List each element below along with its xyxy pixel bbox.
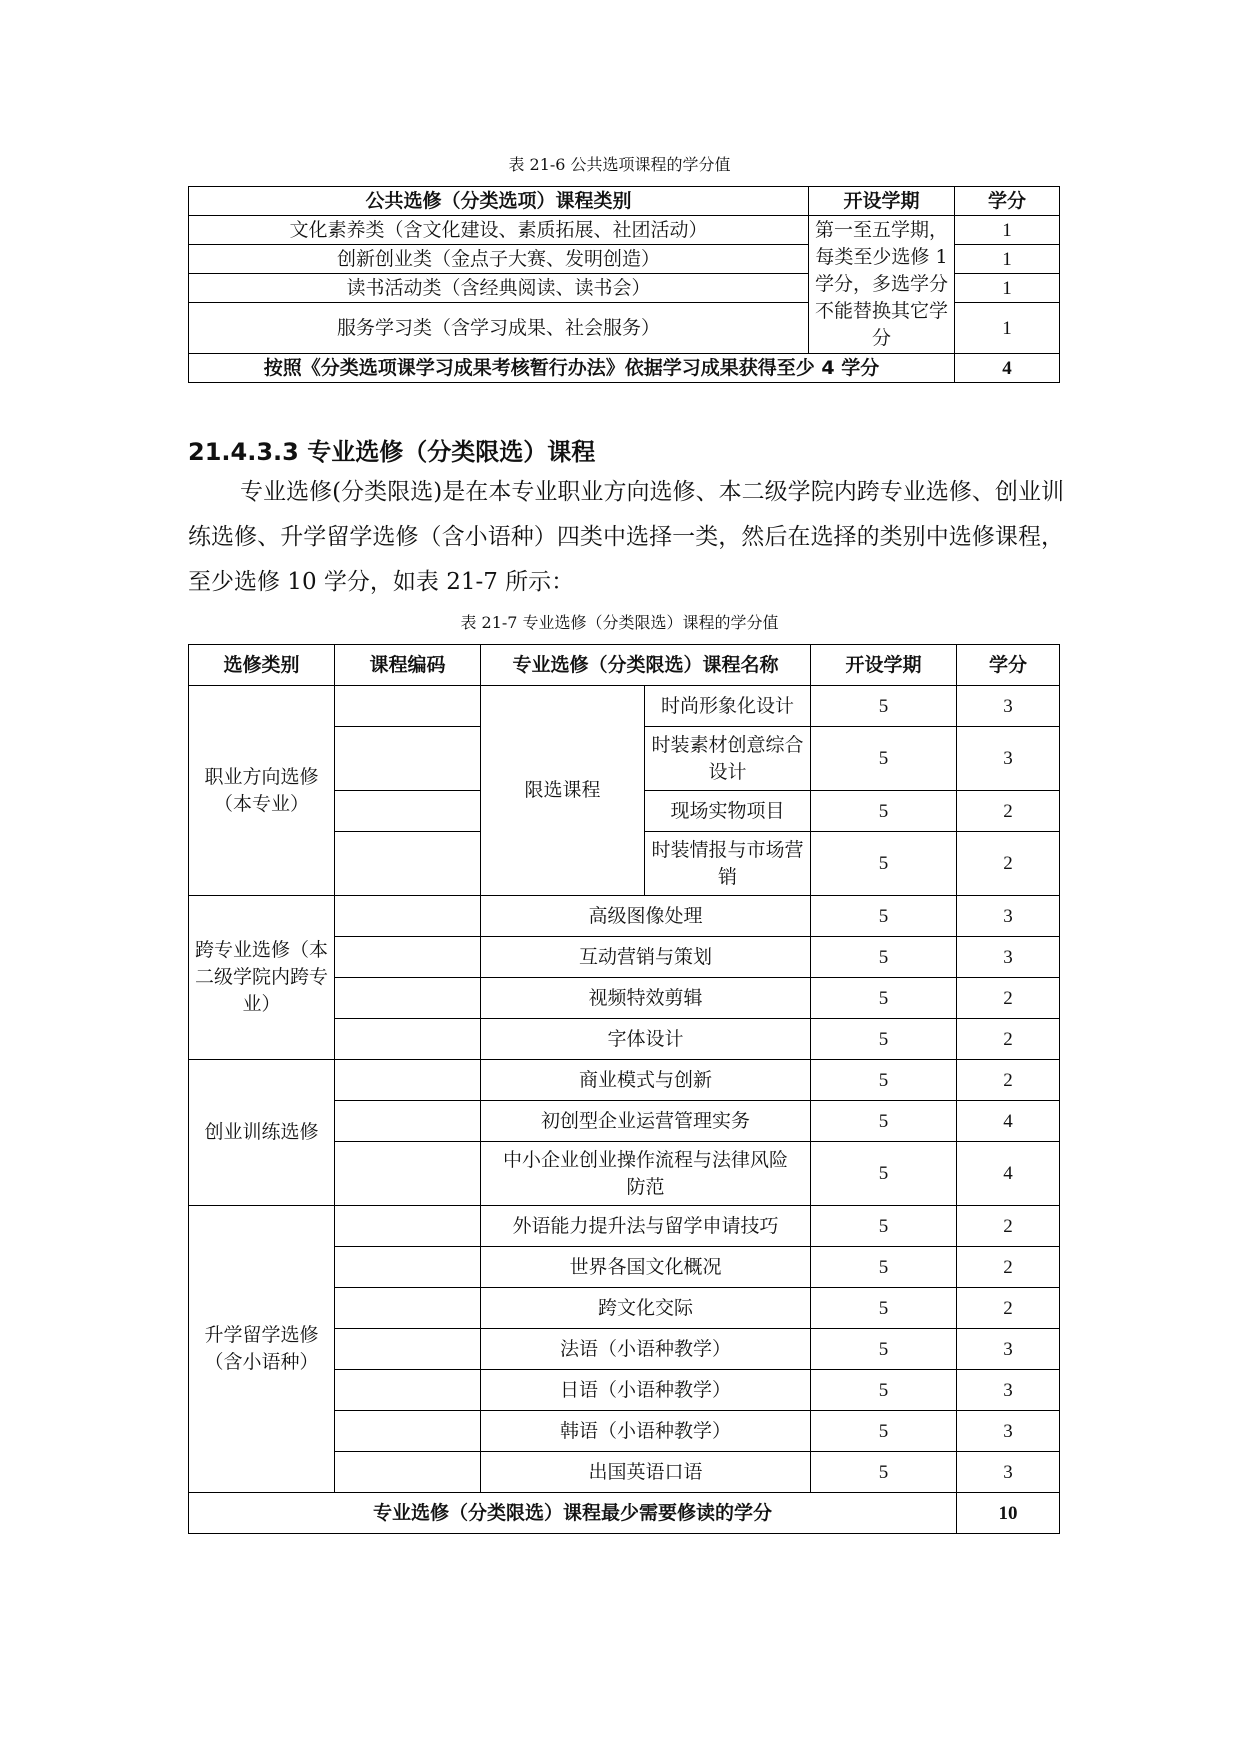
table1-row-category: 读书活动类（含经典阅读、读书会）	[189, 274, 809, 303]
course-credit: 2	[957, 832, 1060, 896]
course-code-cell	[335, 937, 481, 978]
course-code-cell	[335, 1452, 481, 1493]
course-name: 视频特效剪辑	[481, 978, 811, 1019]
course-name: 时尚形象化设计	[645, 686, 811, 727]
course-name: 时装情报与市场营销	[645, 832, 811, 896]
course-name: 互动营销与策划	[481, 937, 811, 978]
course-credit: 3	[957, 727, 1060, 791]
course-code-cell	[335, 832, 481, 896]
course-name: 日语（小语种教学）	[481, 1370, 811, 1411]
course-name: 世界各国文化概况	[481, 1247, 811, 1288]
course-name: 字体设计	[481, 1019, 811, 1060]
course-code-cell	[335, 1060, 481, 1101]
course-code-cell	[335, 896, 481, 937]
course-name: 出国英语口语	[481, 1452, 811, 1493]
course-semester: 5	[811, 832, 957, 896]
table2-footer-text: 专业选修（分类限选）课程最少需要修读的学分	[189, 1493, 957, 1534]
course-code-cell	[335, 1411, 481, 1452]
course-semester: 5	[811, 1142, 957, 1206]
table2-header-credit: 学分	[957, 645, 1060, 686]
course-credit: 2	[957, 978, 1060, 1019]
table2	[188, 644, 1060, 1534]
course-name: 韩语（小语种教学）	[481, 1411, 811, 1452]
course-credit: 2	[957, 1060, 1060, 1101]
table2-category-cross: 跨专业选修（本二级学院内跨专业）	[189, 896, 335, 1060]
course-code-cell	[335, 1288, 481, 1329]
table2-category-study-abroad: 升学留学选修（含小语种）	[189, 1206, 335, 1493]
table1-header-semester: 开设学期	[809, 187, 955, 216]
table1-caption: 表 21-6 公共选项课程的学分值	[508, 155, 731, 174]
course-code-cell	[335, 1142, 481, 1206]
course-code-cell	[335, 1206, 481, 1247]
course-semester: 5	[811, 978, 957, 1019]
course-credit: 4	[957, 1142, 1060, 1206]
course-semester: 5	[811, 727, 957, 791]
course-semester: 5	[811, 1247, 957, 1288]
course-credit: 2	[957, 1288, 1060, 1329]
course-name: 外语能力提升法与留学申请技巧	[481, 1206, 811, 1247]
course-semester: 5	[811, 896, 957, 937]
course-semester: 5	[811, 686, 957, 727]
course-name: 高级图像处理	[481, 896, 811, 937]
table1-row-category: 服务学习类（含学习成果、社会服务）	[189, 303, 809, 354]
course-semester: 5	[811, 1370, 957, 1411]
course-code-cell	[335, 1101, 481, 1142]
table2-header-course-name: 专业选修（分类限选）课程名称	[481, 645, 811, 686]
table1-header-credit: 学分	[955, 187, 1060, 216]
table1-header-category: 公共选修（分类选项）课程类别	[189, 187, 809, 216]
table2-category-startup: 创业训练选修	[189, 1060, 335, 1206]
course-code-cell	[335, 686, 481, 727]
table1	[188, 186, 1060, 383]
section-paragraph-text: 专业选修(分类限选)是在本专业职业方向选修、本二级学院内跨专业选修、创业训练选修、升学留学选修（含小语种）四类中选择一类，然后在选择的类别中选修课程，至少选修 10 学分，如表 21-7 所示：	[188, 479, 1064, 595]
course-credit: 2	[957, 1019, 1060, 1060]
course-semester: 5	[811, 1101, 957, 1142]
course-code-cell	[335, 791, 481, 832]
table2-caption: 表 21-7 专业选修（分类限选）课程的学分值	[460, 613, 779, 632]
course-semester: 5	[811, 791, 957, 832]
course-credit: 3	[957, 896, 1060, 937]
table2-header-code: 课程编码	[335, 645, 481, 686]
course-semester: 5	[811, 1329, 957, 1370]
course-semester: 5	[811, 1452, 957, 1493]
table1-semester-note: 第一至五学期，每类至少选修 1 学分，多选学分不能替换其它学分	[809, 216, 955, 354]
course-code-cell	[335, 978, 481, 1019]
course-name: 法语（小语种教学）	[481, 1329, 811, 1370]
course-credit: 3	[957, 937, 1060, 978]
course-credit: 2	[957, 791, 1060, 832]
course-semester: 5	[811, 1019, 957, 1060]
course-credit: 2	[957, 1206, 1060, 1247]
course-credit: 3	[957, 686, 1060, 727]
course-semester: 5	[811, 937, 957, 978]
course-credit: 3	[957, 1411, 1060, 1452]
course-name: 跨文化交际	[481, 1288, 811, 1329]
course-name: 现场实物项目	[645, 791, 811, 832]
table1-footer-text: 按照《分类选项课学习成果考核暂行办法》依据学习成果获得至少 4 学分	[189, 354, 955, 383]
course-code-cell	[335, 1019, 481, 1060]
course-semester: 5	[811, 1060, 957, 1101]
course-code-cell	[335, 1370, 481, 1411]
course-name: 初创型企业运营管理实务	[481, 1101, 811, 1142]
table2-sub-label: 限选课程	[481, 686, 645, 896]
course-credit: 4	[957, 1101, 1060, 1142]
course-code-cell	[335, 1329, 481, 1370]
course-credit: 3	[957, 1329, 1060, 1370]
table2-header-semester: 开设学期	[811, 645, 957, 686]
course-name: 时装素材创意综合设计	[645, 727, 811, 791]
table1-row-category: 创新创业类（金点子大赛、发明创造）	[189, 245, 809, 274]
section-heading: 21.4.3.3 专业选修（分类限选）课程	[188, 438, 596, 466]
table1-row-credit: 1	[955, 303, 1060, 354]
table1-row-credit: 1	[955, 245, 1060, 274]
course-code-cell	[335, 1247, 481, 1288]
course-semester: 5	[811, 1206, 957, 1247]
table1-footer-credit: 4	[955, 354, 1060, 383]
course-code-cell	[335, 727, 481, 791]
course-credit: 2	[957, 1247, 1060, 1288]
table2-footer-credit: 10	[957, 1493, 1060, 1534]
table1-row-credit: 1	[955, 216, 1060, 245]
course-semester: 5	[811, 1411, 957, 1452]
table1-row-category: 文化素养类（含文化建设、素质拓展、社团活动）	[189, 216, 809, 245]
table2-header-category: 选修类别	[189, 645, 335, 686]
table2-category-career: 职业方向选修（本专业）	[189, 686, 335, 896]
course-name: 中小企业创业操作流程与法律风险防范	[481, 1142, 811, 1206]
table1-row-credit: 1	[955, 274, 1060, 303]
section-paragraph	[188, 470, 1064, 605]
course-semester: 5	[811, 1288, 957, 1329]
course-credit: 3	[957, 1370, 1060, 1411]
course-name: 商业模式与创新	[481, 1060, 811, 1101]
course-credit: 3	[957, 1452, 1060, 1493]
